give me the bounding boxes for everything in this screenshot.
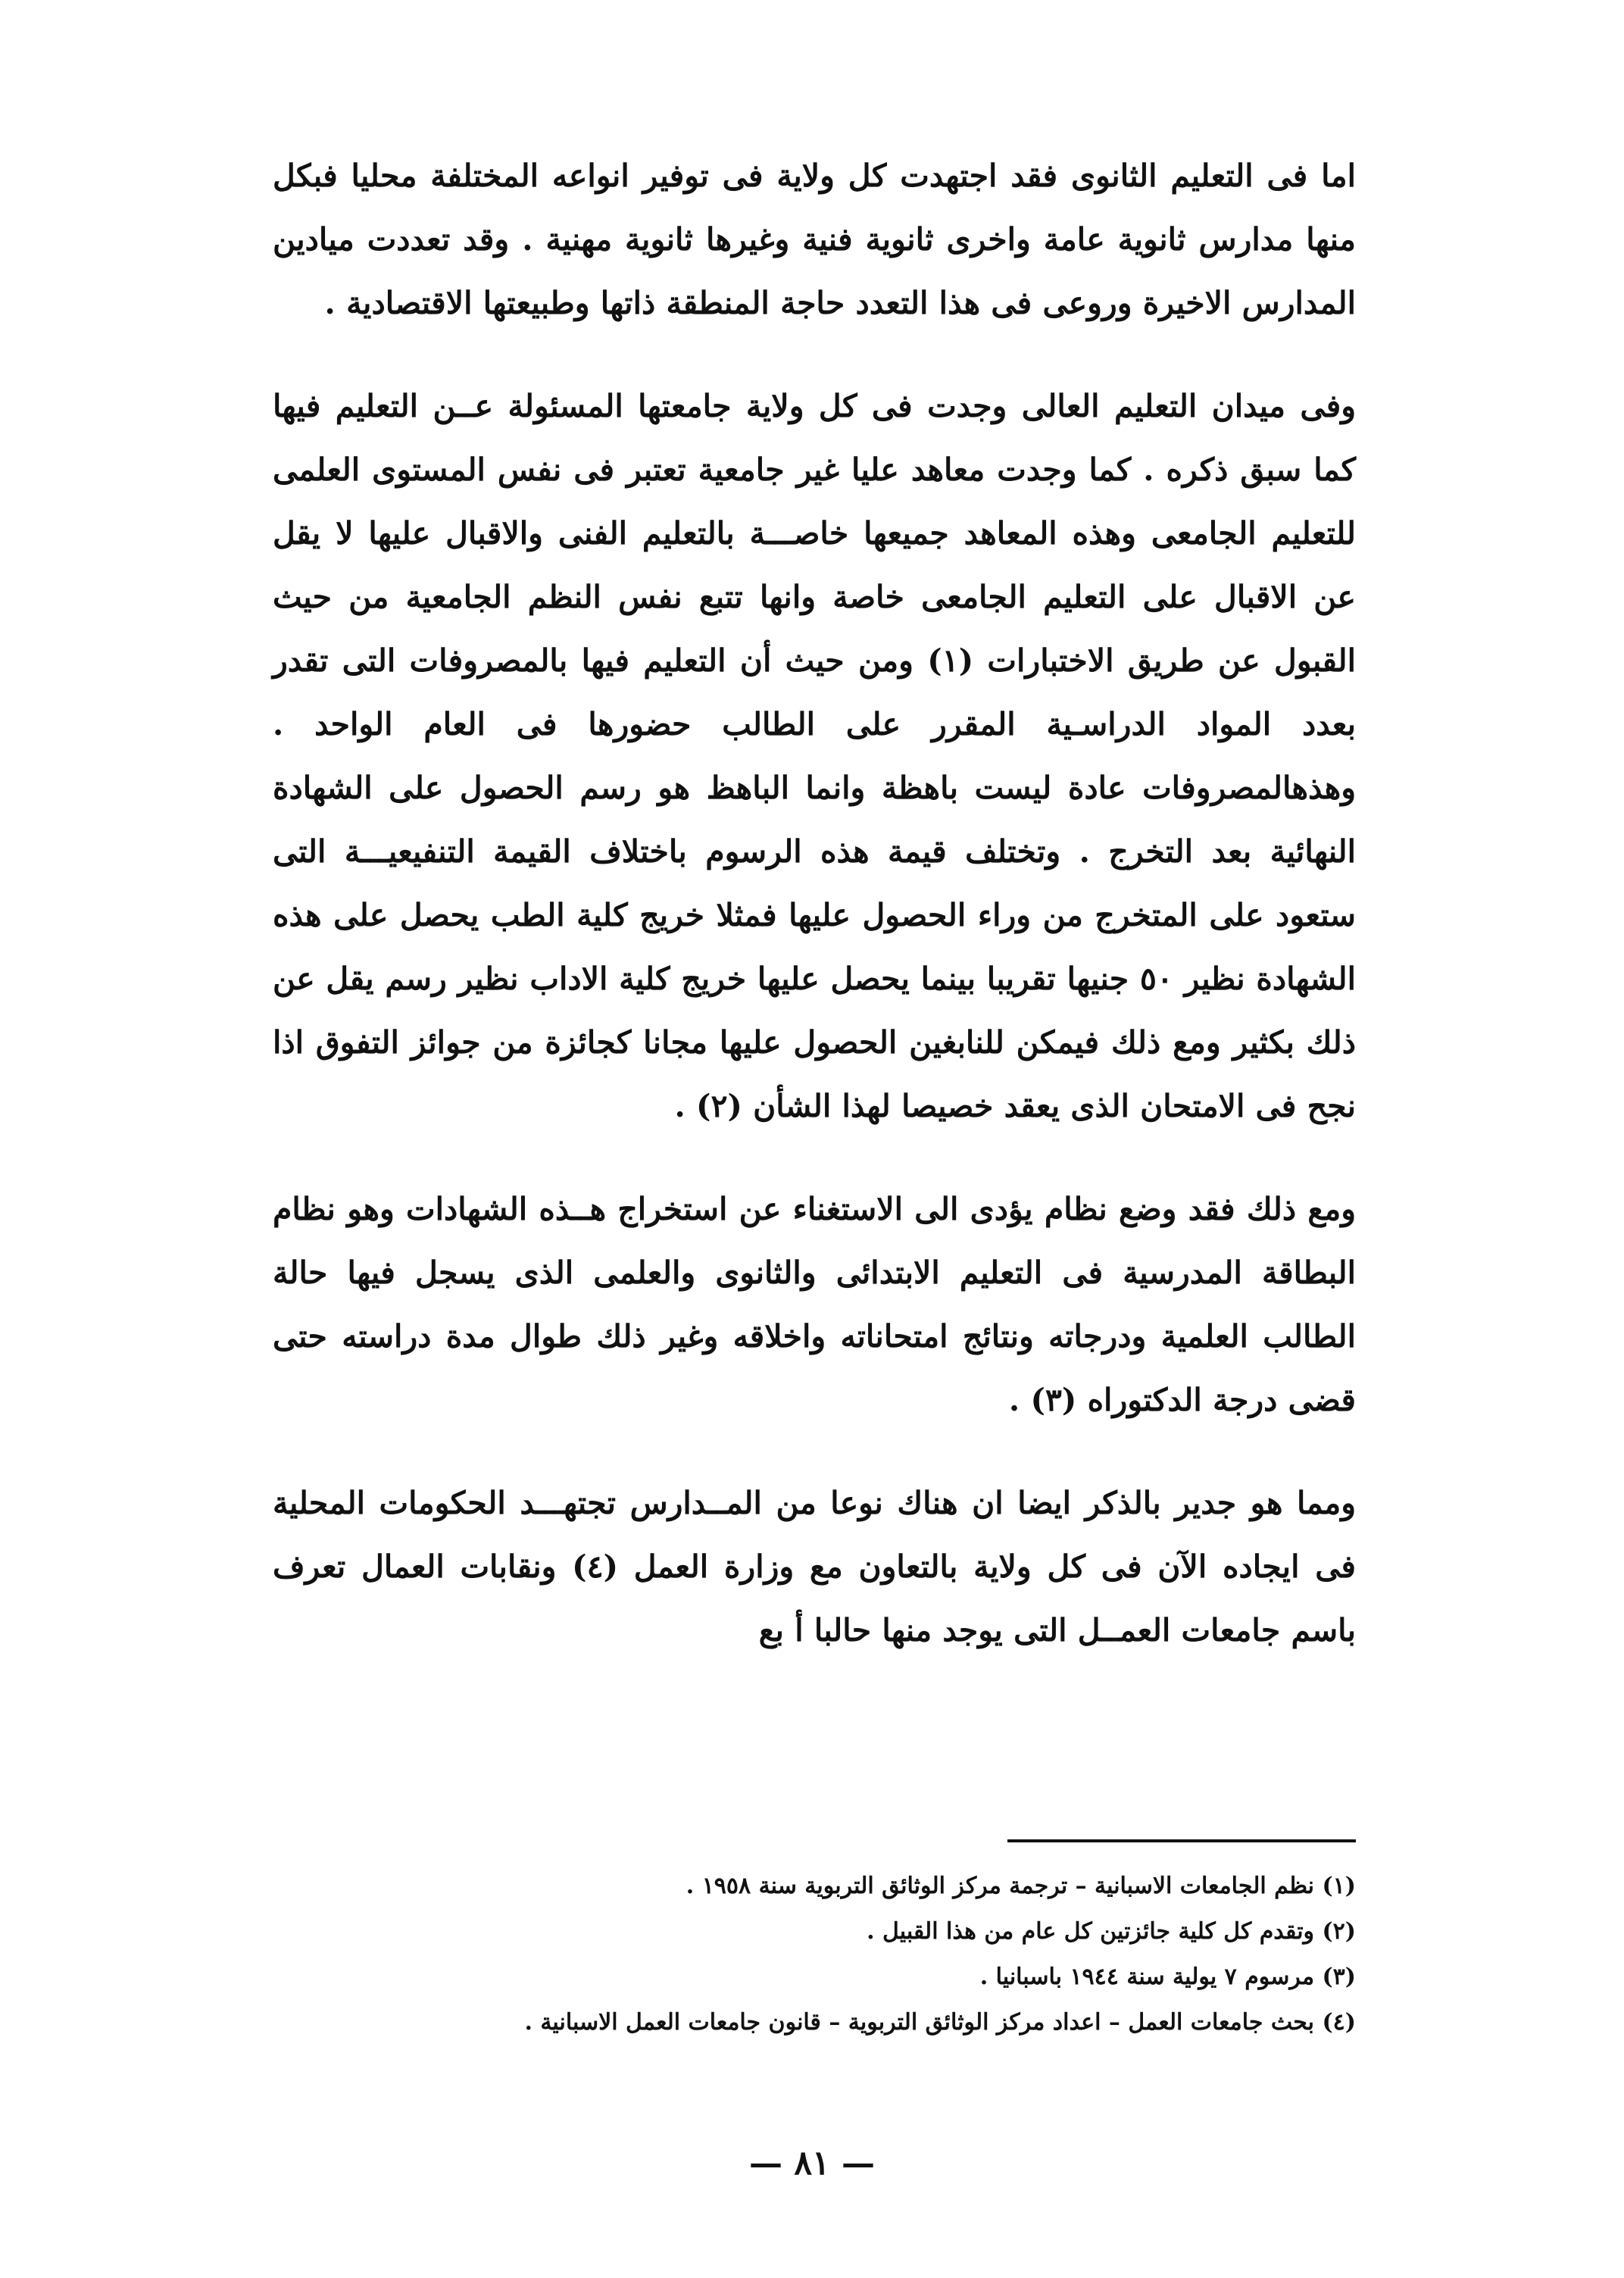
footnote-2: (٢) وتقدم كل كلية جائزتين كل عام من هذا القبيل . [867, 1918, 1356, 1945]
paragraph-higher-education: وفى ميدان التعليم العالى وجدت فى كل ولاية جامعتها المسئولة عــن التعليم فيها كما سبق ذكره . كما وجدت معاهد عليا غير جامعية تعتبر فى نفس المستوى العلمى للتعليم الجامعى وهذه المعاهد جميعها خاصـــة بالتعليم الفنى والاقبال عليها لا يقل عن الاقبال على التعليم الجامعى خاصة وانها تتبع نفس النظم الجامعية من حيث القبول عن طريق الاختبارات (١) ومن حيث أن التعليم فيها بالمصروفات التى تقدر بعدد المواد الدراسـية المقرر على الطالب حضورها فى العام الواحد . وهذهالمصروفات عادة ليست باهظة وانما الباهظ هو رسم الحصول على الشهادة النهائية بعد التخرج . وتختلف قيمة هذه الرسوم باختلاف القيمة التنفيعيـــة التى ستعود على المتخرج من وراء الحصول عليها فمثلا خريج كلية الطب يحصل على هذه الشهادة نظير ٥٠ جنيها تقريبا بينما يحصل عليها خريج كلية الاداب نظير رسم يقل عن ذلك بكثير ومع ذلك فيمكن للنابغين الحصول عليها مجانا كجائزة من جوائز التفوق اذا نجح فى الامتحان الذى يعقد خصيصا لهذا الشأن (٢) . [273, 388, 1356, 1124]
footnote-4: (٤) بحث جامعات العمل – اعداد مركز الوثائق التربوية – قانون جامعات العمل الاسبانية . [524, 2009, 1356, 2036]
paragraph-secondary-education: اما فى التعليم الثانوى فقد اجتهدت كل ولاية فى توفير انواعه المختلفة محليا فبكل منها مدارس ثانوية عامة واخرى ثانوية فنية وغيرها ثانوية مهنية . وقد تعددت ميادين المدارس الاخيرة وروعى فى هذا التعدد حاجة المنطقة ذاتها وطبيعتها الاقتصادية . [273, 158, 1356, 321]
paragraph-labor-universities: ومما هو جدير بالذكر ايضا ان هناك نوعا من المــدارس تجتهـــد الحكومات المحلية فى ايجاده الآن فى كل ولاية بالتعاون مع وزارة العمل (٤) ونقابات العمال تعرف باسم جامعات العمــل التى يوجد منها حالبا أ بع [273, 1485, 1356, 1648]
footnotes [273, 1864, 1356, 2045]
footnote-3: (٣) مرسوم ٧ يولية سنة ١٩٤٤ باسبانيا . [979, 1964, 1356, 1990]
body-text [273, 144, 1356, 1662]
page-number: — ٨١ — [749, 2144, 875, 2183]
footnote-separator [1007, 1839, 1356, 1842]
paragraph-school-card: ومع ذلك فقد وضع نظام يؤدى الى الاستغناء عن استخراج هــذه الشهادات وهو نظام البطاقة المدرسية فى التعليم الابتدائى والثانوى والعلمى الذى يسجل فيها حالة الطالب العلمية ودرجاته ونتائج امتحاناته واخلاقه وغير ذلك طوال مدة دراسته حتى قضى درجة الدكتوراه (٣) . [273, 1191, 1356, 1418]
footnote-1: (١) نظم الجامعات الاسبانية – ترجمة مركز الوثائق التربوية سنة ١٩٥٨ . [686, 1873, 1356, 1899]
